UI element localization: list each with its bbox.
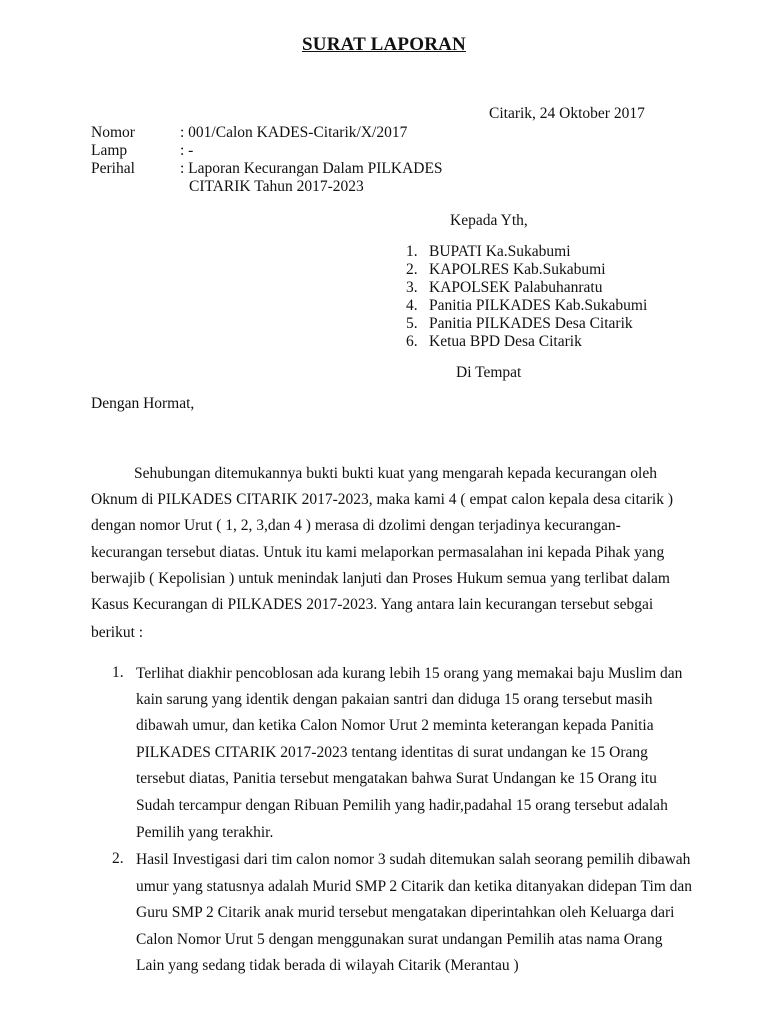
meta-nomor xyxy=(91,124,408,142)
letter-date: Citarik, 24 Oktober 2017 xyxy=(489,105,645,122)
meta-lamp-value: : - xyxy=(180,142,194,159)
meta-nomor-label: Nomor xyxy=(91,124,135,141)
recipient-list xyxy=(406,243,647,351)
paragraph-line: Oknum di PILKADES CITARIK 2017-2023, maka kami 4 ( empat calon kepala desa citarik ) xyxy=(91,491,674,508)
paragraph-line: Kasus Kecurangan di PILKADES 2017-2023. Yang antara lain kecurangan tersebut sebgai xyxy=(91,596,654,613)
recipient-item xyxy=(406,261,647,279)
recipient-text: Panitia PILKADES Kab.Sukabumi xyxy=(429,297,648,314)
paragraph-line: dengan nomor Urut ( 1, 2, 3,dan 4 ) merasa di dzolimi dengan terjadinya kecurangan- xyxy=(91,517,621,534)
recipient-text: KAPOLRES Kab.Sukabumi xyxy=(429,261,606,278)
recipient-number: 1. xyxy=(406,243,418,260)
point-line: umur yang statusnya adalah Murid SMP 2 Citarik dan ketika ditanyakan didepan Tim dan xyxy=(136,878,693,895)
point-line: dibawah umur, dan ketika Calon Nomor Urut 2 meminta keterangan kepada Panitia xyxy=(136,717,654,734)
recipient-text: Ketua BPD Desa Citarik xyxy=(429,333,582,350)
meta-perihal-label: Perihal xyxy=(91,160,135,177)
greeting: Dengan Hormat, xyxy=(91,395,195,412)
paragraph-line: berwajib ( Kepolisian ) untuk menindak lanjuti dan Proses Hukum semua yang terlibat dalam xyxy=(91,570,670,587)
recipient-text: KAPOLSEK Palabuhanratu xyxy=(429,279,603,296)
recipient-number: 3. xyxy=(406,279,418,296)
recipient-item xyxy=(406,315,647,333)
point-line: Terlihat diakhir pencoblosan ada kurang lebih 15 orang yang memakai baju Muslim dan xyxy=(136,665,683,682)
paragraph-line: kecurangan tersebut diatas. Untuk itu kami melaporkan permasalahan ini kepada Pihak yang xyxy=(91,544,665,561)
kepada-yth: Kepada Yth, xyxy=(450,212,528,229)
meta-perihal xyxy=(91,160,443,178)
point-line: Sudah tercampur dengan Ribuan Pemilih yang hadir,padahal 15 orang tersebut adalah xyxy=(136,797,668,814)
point-line: PILKADES CITARIK 2017-2023 tentang identitas di surat undangan ke 15 Orang xyxy=(136,744,648,761)
point-number: 2. xyxy=(112,850,124,867)
meta-perihal-value: : Laporan Kecurangan Dalam PILKADES xyxy=(180,160,443,177)
recipient-number: 4. xyxy=(406,297,418,314)
paragraph-line: berikut : xyxy=(91,624,144,641)
recipient-item xyxy=(406,297,647,315)
recipient-item xyxy=(406,333,647,351)
recipient-number: 5. xyxy=(406,315,418,332)
meta-nomor-value: : 001/Calon KADES-Citarik/X/2017 xyxy=(180,124,408,141)
recipient-item xyxy=(406,243,647,261)
point-number: 1. xyxy=(112,664,124,681)
meta-perihal-continuation: CITARIK Tahun 2017-2023 xyxy=(189,178,364,195)
recipient-number: 2. xyxy=(406,261,418,278)
recipient-number: 6. xyxy=(406,333,418,350)
point-line: kain sarung yang identik dengan pakaian santri dan diduga 15 orang tersebut masih xyxy=(136,691,653,708)
recipient-text: Panitia PILKADES Desa Citarik xyxy=(429,315,633,332)
point-line: Guru SMP 2 Citarik anak murid tersebut mengatakan diperintahkan oleh Keluarga dari xyxy=(136,904,675,921)
letter-title: SURAT LAPORAN xyxy=(302,34,466,55)
recipient-text: BUPATI Ka.Sukabumi xyxy=(429,243,571,260)
recipient-item xyxy=(406,279,647,297)
point-line: Calon Nomor Urut 5 dengan menggunakan surat undangan Pemilih atas nama Orang xyxy=(136,931,663,948)
point-line: Lain yang sedang tidak berada di wilayah Citarik (Merantau ) xyxy=(136,957,519,974)
point-line: Pemilih yang terakhir. xyxy=(136,824,274,841)
di-tempat: Di Tempat xyxy=(456,364,522,381)
point-line: Hasil Investigasi dari tim calon nomor 3 sudah ditemukan salah seorang pemilih dibawah xyxy=(136,851,691,868)
paragraph-line: Sehubungan ditemukannya bukti bukti kuat yang mengarah kepada kecurangan oleh xyxy=(134,465,657,482)
meta-lamp-label: Lamp xyxy=(91,142,128,159)
point-line: tersebut diatas, Panitia tersebut mengatakan bahwa Surat Undangan ke 15 Orang itu xyxy=(136,770,657,787)
meta-lamp xyxy=(91,142,194,160)
